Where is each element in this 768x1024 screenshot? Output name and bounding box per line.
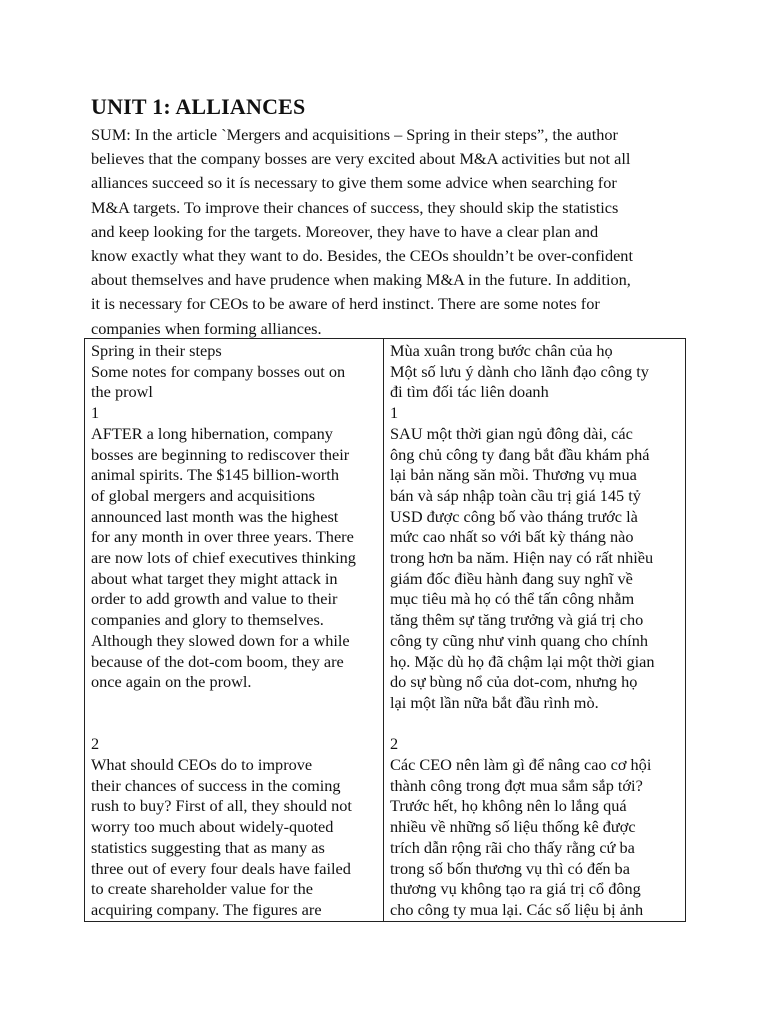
vietnamese-line: 2 bbox=[390, 734, 399, 754]
vietnamese-line: thương vụ không tạo ra giá trị cổ đông bbox=[390, 879, 641, 899]
vietnamese-line: Mùa xuân trong bước chân của họ bbox=[390, 341, 613, 360]
vietnamese-line: 1 bbox=[390, 403, 399, 423]
summary-line: it is necessary for CEOs to be aware of herd instinct. There are some notes for bbox=[91, 294, 600, 314]
vietnamese-line: họ. Mặc dù họ đã chậm lại một thời gian bbox=[390, 651, 655, 671]
english-line: AFTER a long hibernation, company bbox=[91, 423, 333, 443]
english-line: the prowl bbox=[91, 382, 153, 402]
vietnamese-line: bán và sáp nhập toàn cầu trị giá 145 tỷ bbox=[390, 485, 641, 505]
vietnamese-line: lại một lần nữa bắt đầu rình mò. bbox=[390, 692, 599, 712]
summary-line: believes that the company bosses are very excited about M&A activities but not all bbox=[91, 149, 631, 169]
vietnamese-line: trong hơn ba năm. Hiện nay có rất nhiều bbox=[390, 548, 654, 568]
english-line: statistics suggesting that as many as bbox=[91, 837, 325, 857]
vietnamese-line: tăng thêm sự tăng trưởng và giá trị cho bbox=[390, 610, 644, 630]
english-line: acquiring company. The figures are bbox=[91, 899, 322, 919]
vietnamese-line: mục tiêu mà họ có thể tấn công nhằm bbox=[390, 589, 635, 609]
english-line: Some notes for company bosses out on bbox=[91, 361, 346, 381]
column-divider bbox=[383, 339, 384, 921]
vietnamese-line: đi tìm đối tác liên doanh bbox=[390, 382, 549, 402]
vietnamese-line: cho công ty mua lại. Các số liệu bị ảnh bbox=[390, 899, 644, 919]
english-line: to create shareholder value for the bbox=[91, 879, 313, 899]
vietnamese-line bbox=[390, 714, 685, 735]
english-line: because of the dot-com boom, they are bbox=[91, 651, 344, 671]
english-line: announced last month was the highest bbox=[91, 506, 339, 526]
english-line: order to add growth and value to their bbox=[91, 589, 338, 609]
vietnamese-line: Các CEO nên làm gì để nâng cao cơ hội bbox=[390, 755, 652, 775]
summary-line: about themselves and have prudence when making M&A in the future. In addition, bbox=[91, 270, 631, 290]
summary-line: M&A targets. To improve their chances of success, they should skip the statistics bbox=[91, 197, 619, 217]
english-line: bosses are beginning to rediscover their bbox=[91, 444, 350, 464]
translation-table bbox=[84, 338, 686, 922]
summary-line: alliances succeed so it ís necessary to give them some advice when searching for bbox=[91, 173, 617, 193]
vietnamese-line: Trước hết, họ không nên lo lắng quá bbox=[390, 796, 627, 816]
vietnamese-line: công ty cũng như vinh quang cho chính bbox=[390, 630, 648, 650]
english-line: three out of every four deals have failed bbox=[91, 858, 351, 878]
english-line: companies and glory to themselves. bbox=[91, 610, 324, 630]
english-line: for any month in over three years. There bbox=[91, 527, 354, 547]
english-line: worry too much about widely-quoted bbox=[91, 817, 334, 837]
english-line: What should CEOs do to improve bbox=[91, 755, 313, 775]
vietnamese-line: SAU một thời gian ngủ đông dài, các bbox=[390, 423, 633, 443]
english-line: 2 bbox=[91, 734, 100, 754]
vietnamese-line: Một số lưu ý dành cho lãnh đạo công ty bbox=[390, 361, 649, 381]
english-line: 1 bbox=[91, 403, 100, 423]
vietnamese-line: thành công trong đợt mua sắm sắp tới? bbox=[390, 775, 643, 795]
vietnamese-line: ông chủ công ty đang bắt đầu khám phá bbox=[390, 444, 650, 464]
vietnamese-line: do sự bùng nổ của dot-com, nhưng họ bbox=[390, 672, 638, 692]
english-line: are now lots of chief executives thinking bbox=[91, 548, 356, 568]
vietnamese-column bbox=[390, 341, 685, 921]
english-line bbox=[91, 693, 381, 714]
english-line: animal spirits. The $145 billion-worth bbox=[91, 465, 339, 485]
english-line: Although they slowed down for a while bbox=[91, 630, 350, 650]
vietnamese-line: lại bản năng săn mồi. Thương vụ mua bbox=[390, 465, 637, 485]
summary-line: SUM: In the article `Mergers and acquisitions – Spring in their steps”, the author bbox=[91, 125, 618, 144]
english-line: Spring in their steps bbox=[91, 341, 222, 360]
vietnamese-line: USD được công bố vào tháng trước là bbox=[390, 506, 638, 526]
vietnamese-line: nhiều về những số liệu thống kê được bbox=[390, 817, 636, 837]
english-line bbox=[91, 714, 381, 735]
summary-paragraph bbox=[91, 123, 691, 341]
english-line: of global mergers and acquisitions bbox=[91, 485, 315, 505]
vietnamese-line: trích dẫn rộng rãi cho thấy rằng cứ ba bbox=[390, 837, 635, 857]
vietnamese-line: mức cao nhất so với bất kỳ tháng nào bbox=[390, 527, 634, 547]
english-line: once again on the prowl. bbox=[91, 672, 252, 692]
english-column bbox=[91, 341, 381, 921]
vietnamese-line: trong số bốn thương vụ thì có đến ba bbox=[390, 858, 630, 878]
unit-title: UNIT 1: ALLIANCES bbox=[91, 94, 306, 119]
summary-line: companies when forming alliances. bbox=[91, 318, 322, 338]
english-line: rush to buy? First of all, they should not bbox=[91, 796, 352, 816]
english-line: about what target they might attack in bbox=[91, 568, 338, 588]
english-line: their chances of success in the coming bbox=[91, 775, 341, 795]
summary-line: know exactly what they want to do. Besides, the CEOs shouldn’t be over-confident bbox=[91, 246, 633, 266]
summary-line: and keep looking for the targets. Moreover, they have to have a clear plan and bbox=[91, 221, 599, 241]
vietnamese-line: giám đốc điều hành đang suy nghĩ về bbox=[390, 568, 633, 588]
